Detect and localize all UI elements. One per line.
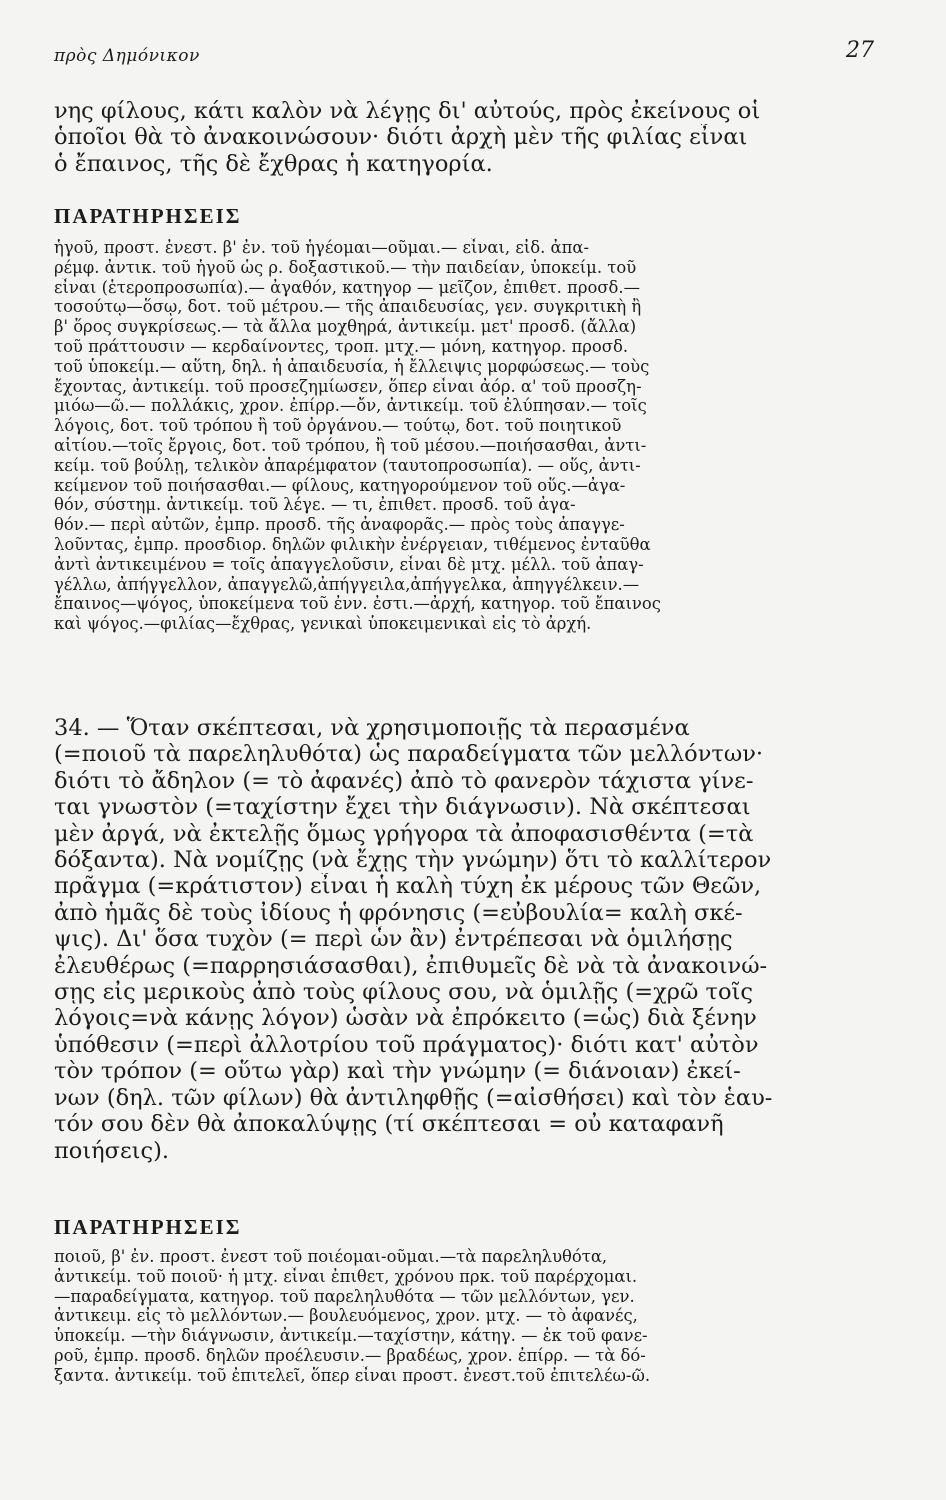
note-line: β' ὅρος συγκρίσεως.— τὰ ἄλλα μοχθηρά, ἀντικείμ. μετ' προσδ. (ἄλλα) [54, 317, 637, 337]
notes-paragraph-1 [54, 238, 892, 634]
note-line: ἀντικειμ. εἰς τὸ μελλόντων.— βουλευόμενος, χρον. μτχ. — τὸ ἀφανές, [54, 1306, 638, 1326]
note-line: τοσούτῳ—ὅσῳ, δοτ. τοῦ μέτρου.— τῆς ἀπαιδευσίας, γεν. συγκριτικὴ ἢ [54, 297, 642, 317]
note-line: καὶ ψόγος.—φιλίας—ἔχθρας, γενικαὶ ὑποκειμενικαὶ εἰς τὸ ἀρχή. [54, 614, 592, 634]
note-line: ποιοῦ, β' ἐν. προστ. ἐνεστ τοῦ ποιέομαι-οῦμαι.—τὰ παρεληλυθότα, [54, 1247, 608, 1266]
section-34-paragraph [54, 715, 892, 1164]
intro-line: ὁ ἔπαινος, τῆς δὲ ἔχθρας ἡ κατηγορία. [54, 150, 493, 177]
section-line: ἀπὸ ἡμᾶς δὲ τοὺς ἰδίους ἡ φρόνησις (=εὐβουλία= καλὴ σκέ- [54, 899, 743, 926]
note-line: λοῦντας, ἐμπρ. προσδιορ. δηλῶν φιλικὴν ἐνέργειαν, τιθέμενος ἐνταῦθα [54, 534, 651, 554]
note-line: λόγοις, δοτ. τοῦ τρόπου ἢ τοῦ ὀργάνου.— τούτῳ, δοτ. τοῦ ποιητικοῦ [54, 416, 622, 436]
note-line: αἰτίου.—τοῖς ἔργοις, δοτ. τοῦ τρόπου, ἢ τοῦ μέσου.—ποιήσασθαι, ἀντι- [54, 435, 647, 455]
note-line: ἀντὶ ἀντικειμένου = τοῖς ἀπαγγελοῦσιν, εἶναι δὲ μτχ. μέλλ. τοῦ ἀπαγ- [54, 554, 644, 574]
note-line: κείμ. τοῦ βούλῃ, τελικὸν ἀπαρέμφατον (ταυτοπροσωπία). — οὕς, ἀντι- [54, 455, 641, 475]
section-line: πρᾶγμα (=κράτιστον) εἶναι ἡ καλὴ τύχη ἐκ μέρους τῶν Θεῶν, [54, 873, 762, 900]
notes-paragraph-2 [54, 1247, 892, 1386]
page-number: 27 [846, 38, 874, 63]
intro-paragraph [54, 98, 892, 177]
note-line: ροῦ, ἐμπρ. προσδ. δηλῶν προέλευσιν.— βραδέως, χρον. ἐπίρρ. — τὰ δό- [54, 1345, 646, 1365]
note-line: ξαντα. ἀντικείμ. τοῦ ἐπιτελεῖ, ὅπερ εἶναι προστ. ἐνεστ.τοῦ ἐπιτελέω-ῶ. [54, 1365, 651, 1385]
note-line: μιόω—ῶ.— πολλάκις, χρον. ἐπίρρ.—ὄν, ἀντικείμ. τοῦ ἐλύπησαν.— τοῖς [54, 396, 647, 416]
section-line: μὲν ἀργά, νὰ ἐκτελῇς ὅμως γρήγορα τὰ ἀποφασισθέντα (=τὰ [54, 820, 754, 847]
note-line: κείμενον τοῦ ποιήσασθαι.— φίλους, κατηγορούμενον τοῦ οὕς.—ἀγα- [54, 475, 626, 495]
note-line: ὑποκείμ. —τὴν διάγνωσιν, ἀντικείμ.—ταχίστην, κάτηγ. — ἐκ τοῦ φανε- [54, 1326, 648, 1346]
section-line: σῃς εἰς μερικοὺς ἀπὸ τοὺς φίλους σου, νὰ ὁμιλῇς (=χρῶ τοῖς [54, 979, 753, 1006]
note-line: ρέμφ. ἀντικ. τοῦ ἡγοῦ ὡς ρ. δοξαστικοῦ.— τὴν παιδείαν, ὑποκείμ. τοῦ [54, 257, 637, 277]
note-line: θόν.— περὶ αὐτῶν, ἐμπρ. προσδ. τῆς ἀναφορᾶς.— πρὸς τοὺς ἀπαγγε- [54, 515, 625, 535]
note-line: ἔπαινος—ψόγος, ὑποκείμενα τοῦ ἐνν. ἐστι.—ἀρχή, κατηγορ. τοῦ ἔπαινος [54, 594, 661, 614]
section-line: δόξαντα). Νὰ νομίζῃς (νὰ ἔχῃς τὴν γνώμην) ὅτι τὸ καλλίτερον [54, 847, 772, 874]
section-line: διότι τὸ ἄδηλον (= τὸ ἀφανές) ἀπὸ τὸ φανερὸν τάχιστα γίνε- [54, 767, 754, 794]
section-line: νων (δηλ. τῶν φίλων) θὰ ἀντιληφθῇς (=αἰσθήσει) καὶ τὸν ἑαυ- [54, 1084, 773, 1111]
note-line: εἶναι (ἑτεροπροσωπία).— ἀγαθόν, κατηγορ — μεῖζον, ἐπιθετ. προσδ.— [54, 277, 640, 297]
note-line: ἡγοῦ, προστ. ἐνεστ. β' ἐν. τοῦ ἡγέομαι—οῦμαι.— εἶναι, εἰδ. ἀπα- [54, 238, 589, 257]
running-title: πρὸς Δημόνικον [54, 46, 200, 66]
section-line: ται γνωστὸν (=ταχίστην ἔχει τὴν διάγνωσιν). Νὰ σκέπτεσαι [54, 794, 751, 821]
section-line: ψις). Δι' ὅσα τυχὸν (= περὶ ὧν ἂν) ἐντρέπεσαι νὰ ὁμιλήσῃς [54, 926, 733, 953]
intro-line: ὁποῖοι θὰ τὸ ἀνακοινώσουν· διότι ἀρχὴ μὲν τῆς φιλίας εἶναι [54, 124, 748, 151]
section-heading-notes-1: ΠΑΡΑΤΗΡΗΣΕΙΣ [54, 204, 242, 228]
section-line: τόν σου δὲν θὰ ἀποκαλύψῃς (τί σκέπτεσαι = οὐ καταφανῆ [54, 1111, 724, 1138]
section-line: λόγοις=νὰ κάνῃς λόγον) ὡσὰν νὰ ἐπρόκειτο (=ὡς) διὰ ξένην [54, 1005, 757, 1032]
note-line: ἔχοντας, ἀντικείμ. τοῦ προσεζημίωσεν, ὅπερ εἶναι ἀόρ. α' τοῦ προσζη- [54, 376, 642, 396]
note-line: τοῦ πράττουσιν — κερδαίνοντες, τροπ. μτχ.— μόνη, κατηγορ. προσδ. [54, 336, 629, 356]
note-line: —παραδείγματα, κατηγορ. τοῦ παρεληλυθότα — τῶν μελλόντων, γεν. [54, 1286, 635, 1306]
section-line: 34. — Ὅταν σκέπτεσαι, νὰ χρησιμοποιῇς τὰ περασμένα [54, 715, 690, 741]
section-line: ποιήσεις). [54, 1137, 170, 1164]
section-line: ὑπόθεσιν (=περὶ ἀλλοτρίου τοῦ πράγματος)· διότι κατ' αὐτὸν [54, 1031, 759, 1058]
section-line: ἐλευθέρως (=παρρησιάσασθαι), ἐπιθυμεῖς δὲ νὰ τὰ ἀνακοινώ- [54, 952, 768, 979]
section-line: τὸν τρόπον (= οὕτω γὰρ) καὶ τὴν γνώμην (= διάνοιαν) ἐκεί- [54, 1058, 741, 1085]
intro-line: νης φίλους, κάτι καλὸν νὰ λέγῃς δι' αὐτούς, πρὸς ἐκείνους οἱ [54, 98, 761, 124]
note-line: ἀντικείμ. τοῦ ποιοῦ· ἡ μτχ. εἶναι ἐπιθετ, χρόνου πρκ. τοῦ παρέρχομαι. [54, 1266, 638, 1286]
note-line: θόν, σύστημ. ἀντικείμ. τοῦ λέγε. — τι, ἐπιθετ. προσδ. τοῦ ἀγα- [54, 495, 576, 515]
section-line: (=ποιοῦ τὰ παρεληλυθότα) ὡς παραδείγματα τῶν μελλόντων· [54, 741, 764, 768]
note-line: τοῦ ὑποκείμ.— αὕτη, δηλ. ἡ ἀπαιδευσία, ἡ ἔλλειψις μορφώσεως.— τοὺς [54, 356, 650, 376]
note-line: γέλλω, ἀπήγγελλον, ἀπαγγελῶ,ἀπήγγειλα,ἀπήγγελκα, ἀπηγγέλκειν.— [54, 574, 640, 594]
section-heading-notes-2: ΠΑΡΑΤΗΡΗΣΕΙΣ [54, 1215, 242, 1239]
